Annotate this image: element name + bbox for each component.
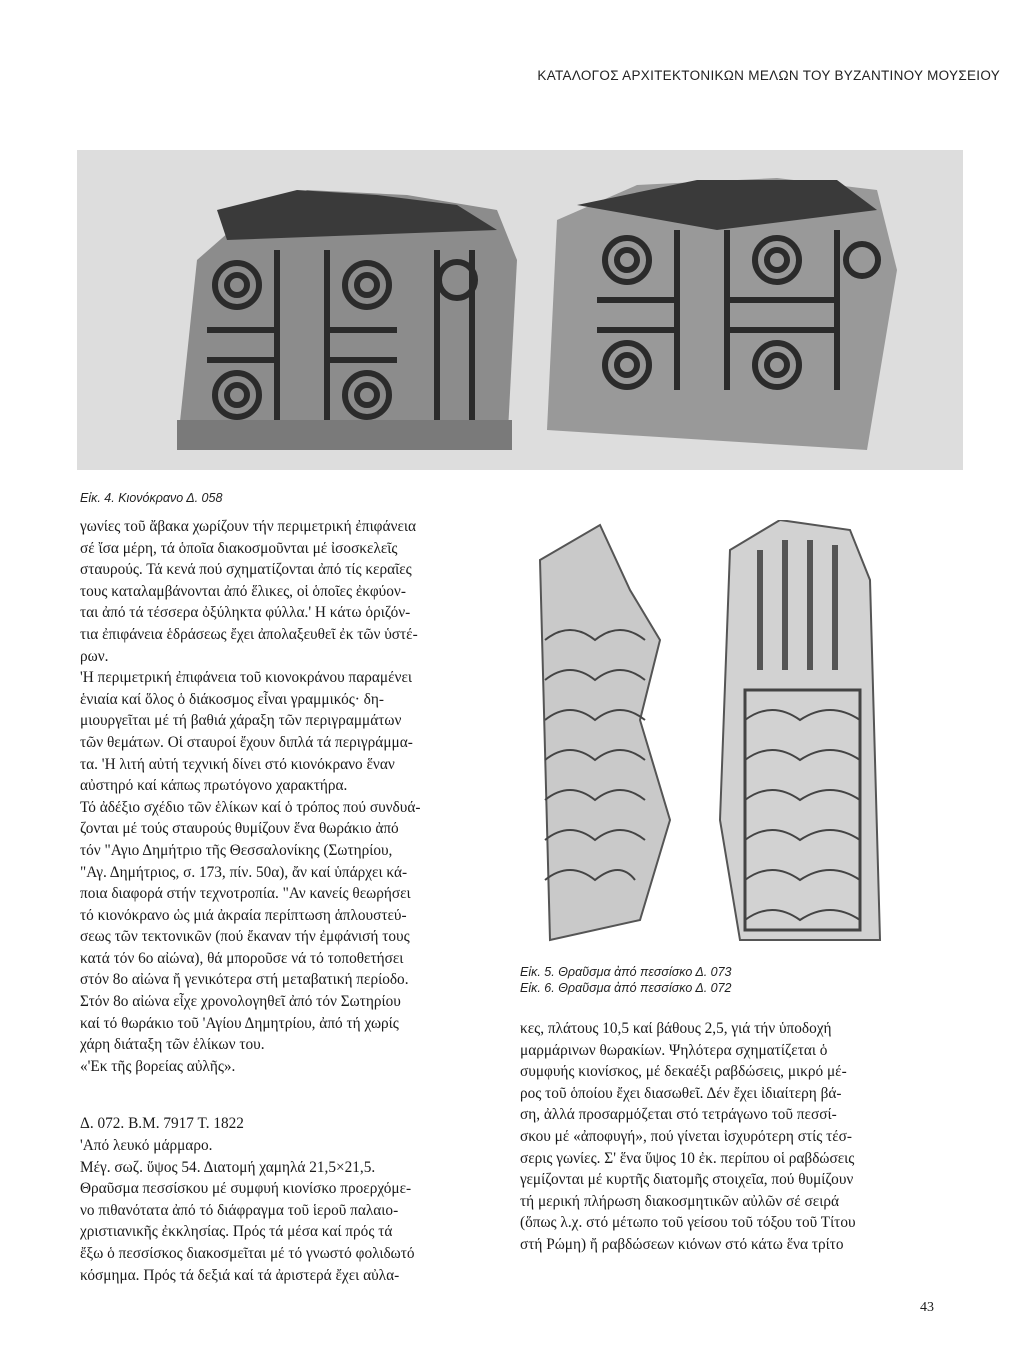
text-line: ρων.: [80, 647, 109, 665]
text-line: γωνίες τοῦ ἄβακα χωρίζουν τήν περιμετρική ἐπιφάνεια: [80, 518, 416, 535]
figure-5-6-fragments-photo: [520, 520, 890, 950]
text-line: γεμίζονται μέ κυρτῆς διατομῆς στοιχεῖα, πού θυμίζουν: [520, 1171, 854, 1189]
figure-5-caption: Εἰκ. 5. Θραῦσμα ἀπό πεσσίσκο Δ. 073: [520, 965, 732, 979]
text-line: σεως τῶν τεκτονικῶν (πού ἔκαναν τήν ἐμφάνισή τους: [80, 928, 410, 946]
text-line: "Αγ. Δημήτριος, σ. 173, πίν. 50α), ἄν καί ὑπάρχει κά-: [80, 863, 408, 881]
text-line: τή μερική πλήρωση διακοσμητικῶν αὐλῶν σέ σειρά: [520, 1192, 839, 1210]
text-line: ἑνιαία καί ὅλος ὁ διάκοσμος εἶναι γραμμικός· δη-: [80, 690, 384, 708]
text-line: χριστιανικῆς ἐκκλησίας. Πρός τά μέσα καί πρός τά: [80, 1223, 393, 1241]
text-line: τό κιονόκρανο ὡς μιά ἀκραία περίπτωση ἁπλουστεύ-: [80, 906, 407, 924]
text-line: στόν 8ο αἰώνα ἤ γενικότερα στή μεταβατική περίοδο.: [80, 971, 409, 989]
text-line: (ὅπως λ.χ. στό μέτωπο τοῦ γείσου τοῦ τόξου τοῦ Τίτου: [520, 1214, 856, 1232]
text-line: ρος τοῦ ὁποίου ἔχει διασωθεῖ. Δέν ἔχει ἰδιαίτερη βά-: [520, 1084, 842, 1102]
text-line: τόν "Αγιο Δημήτριο τῆς Θεσσαλονίκης (Σωτηρίου,: [80, 841, 393, 859]
text-line: ση, ἀλλά προσαρμόζεται στό τετράγωνο τοῦ πεσσί-: [520, 1106, 837, 1124]
text-line: μιουργεῖται μέ τή βαθιά χάραξη τῶν περιγραμμάτων: [80, 712, 402, 730]
text-line: 'Από λευκό μάρμαρο.: [80, 1137, 213, 1155]
text-line: «'Εκ τῆς βορείας αὐλῆς».: [80, 1057, 236, 1075]
text-line: καί τό θωράκιο τοῦ 'Αγίου Δημητρίου, ἀπό τή χωρίς: [80, 1014, 399, 1032]
text-line: τῶν θεμάτων. Οἱ σταυροί ἔχουν διπλά τά περιγράμμα-: [80, 733, 413, 751]
text-line: ζονται μέ τούς σταυρούς θυμίζουν ἕνα θωράκιο ἀπό: [80, 820, 399, 838]
text-line: τους καταλαμβάνονται ἀπό ἕλικες, οἱ ὁποῖες ἐκφύον-: [80, 582, 406, 600]
text-line: κες, πλάτους 10,5 καί βάθους 2,5, γιά τήν ὑποδοχή: [520, 1020, 832, 1037]
text-line: κατά τόν 6ο αἰώνα), θά μποροῦσε νά τό τοποθετήσει: [80, 949, 404, 967]
text-line: Τό ἀδέξιο σχέδιο τῶν ἑλίκων καί ὁ τρόπος πού συνδυά-: [80, 798, 421, 816]
text-line: 'Η περιμετρική ἐπιφάνεια τοῦ κιονοκράνου παραμένει: [80, 669, 412, 687]
figure-6-caption: Εἰκ. 6. Θραῦσμα ἀπό πεσσίσκο Δ. 072: [520, 981, 732, 995]
text-line: σέ ἴσα μέρη, τά ὁποῖα διακοσμοῦνται μέ ἰσοσκελεῖς: [80, 539, 398, 557]
text-line: νο πιθανότατα ἀπό τό διάφραγμα τοῦ ἱεροῦ παλαιο-: [80, 1201, 399, 1219]
right-text-column: [520, 1018, 938, 1256]
text-line: μαρμάρινων θωρακίων. Ψηλότερα σχηματίζεται ὁ: [520, 1041, 828, 1059]
text-line: τα. 'Η λιτή αὐτή τεχνική δίνει στό κιονόκρανο ἕναν: [80, 755, 395, 773]
text-line: Στόν 8ο αἰώνα εἶχε χρονολογηθεῖ ἀπό τόν Σωτηρίου: [80, 993, 401, 1011]
text-line: σερις γωνίες. Σ' ἕνα ὕψος 10 ἐκ. περίπου οἱ ραβδώσεις: [520, 1149, 855, 1167]
text-line: ποια διαφορά στήν τεχνοτροπία. "Αν κανείς θεωρήσει: [80, 885, 411, 903]
left-text-column: [80, 516, 498, 1286]
figure-4-capital-photo: [77, 150, 963, 470]
text-line: ται ἀπό τά τέσσερα ὀξύληκτα φύλλα.' Η κάτω ὁριζόν-: [80, 604, 411, 622]
text-line: αὐστηρό καί κάπως πρωτόγονο χαρακτήρα.: [80, 777, 348, 795]
page-number: 43: [920, 1300, 934, 1315]
text-line: Θραῦσμα πεσσίσκου μέ συμφυή κιονίσκο προερχόμε-: [80, 1180, 412, 1198]
text-line: ἔξω ὁ πεσσίσκος διακοσμεῖται μέ τό γνωστό φολιδωτό: [80, 1245, 415, 1262]
text-line: κόσμημα. Πρός τά δεξιά καί τά ἀριστερά ἔχει αὐλα-: [80, 1266, 400, 1284]
catalog-entry-id: Δ. 072. Β.Μ. 7917 Τ. 1822: [80, 1115, 244, 1133]
text-line: συμφυής κιονίσκος, μέ δεκαέξι ραβδώσεις, μικρό μέ-: [520, 1063, 847, 1081]
text-line: σταυρούς. Τά κενά πού σχηματίζονται ἀπό τίς κεραῖες: [80, 561, 412, 579]
text-line: στή Ρώμη) ἤ ραβδώσεων κιόνων στό κάτω ἕνα τρίτο: [520, 1235, 844, 1253]
running-title: ΚΑΤΑΛΟΓΟΣ ΑΡΧΙΤΕΚΤΟΝΙΚΩΝ ΜΕΛΩΝ ΤΟΥ ΒΥΖΑΝΤΙΝΟΥ ΜΟΥΣΕΙΟΥ: [537, 68, 1000, 83]
figure-4-caption: Εἰκ. 4. Κιονόκρανο Δ. 058: [80, 491, 223, 505]
text-line: χάρη διάταξη τῶν ἑλίκων του.: [80, 1036, 265, 1054]
text-line: σκου μέ «ἀποφυγή», πού γίνεται ἰσχυρότερη στίς τέσ-: [520, 1127, 853, 1145]
text-line: τια ἐπιφάνεια ἑδράσεως ἔχει ἀπολαξευθεῖ ἐκ τῶν ὑστέ-: [80, 625, 418, 643]
text-line: Μέγ. σωζ. ὕψος 54. Διατομή χαμηλά 21,5×21,5.: [80, 1158, 376, 1176]
